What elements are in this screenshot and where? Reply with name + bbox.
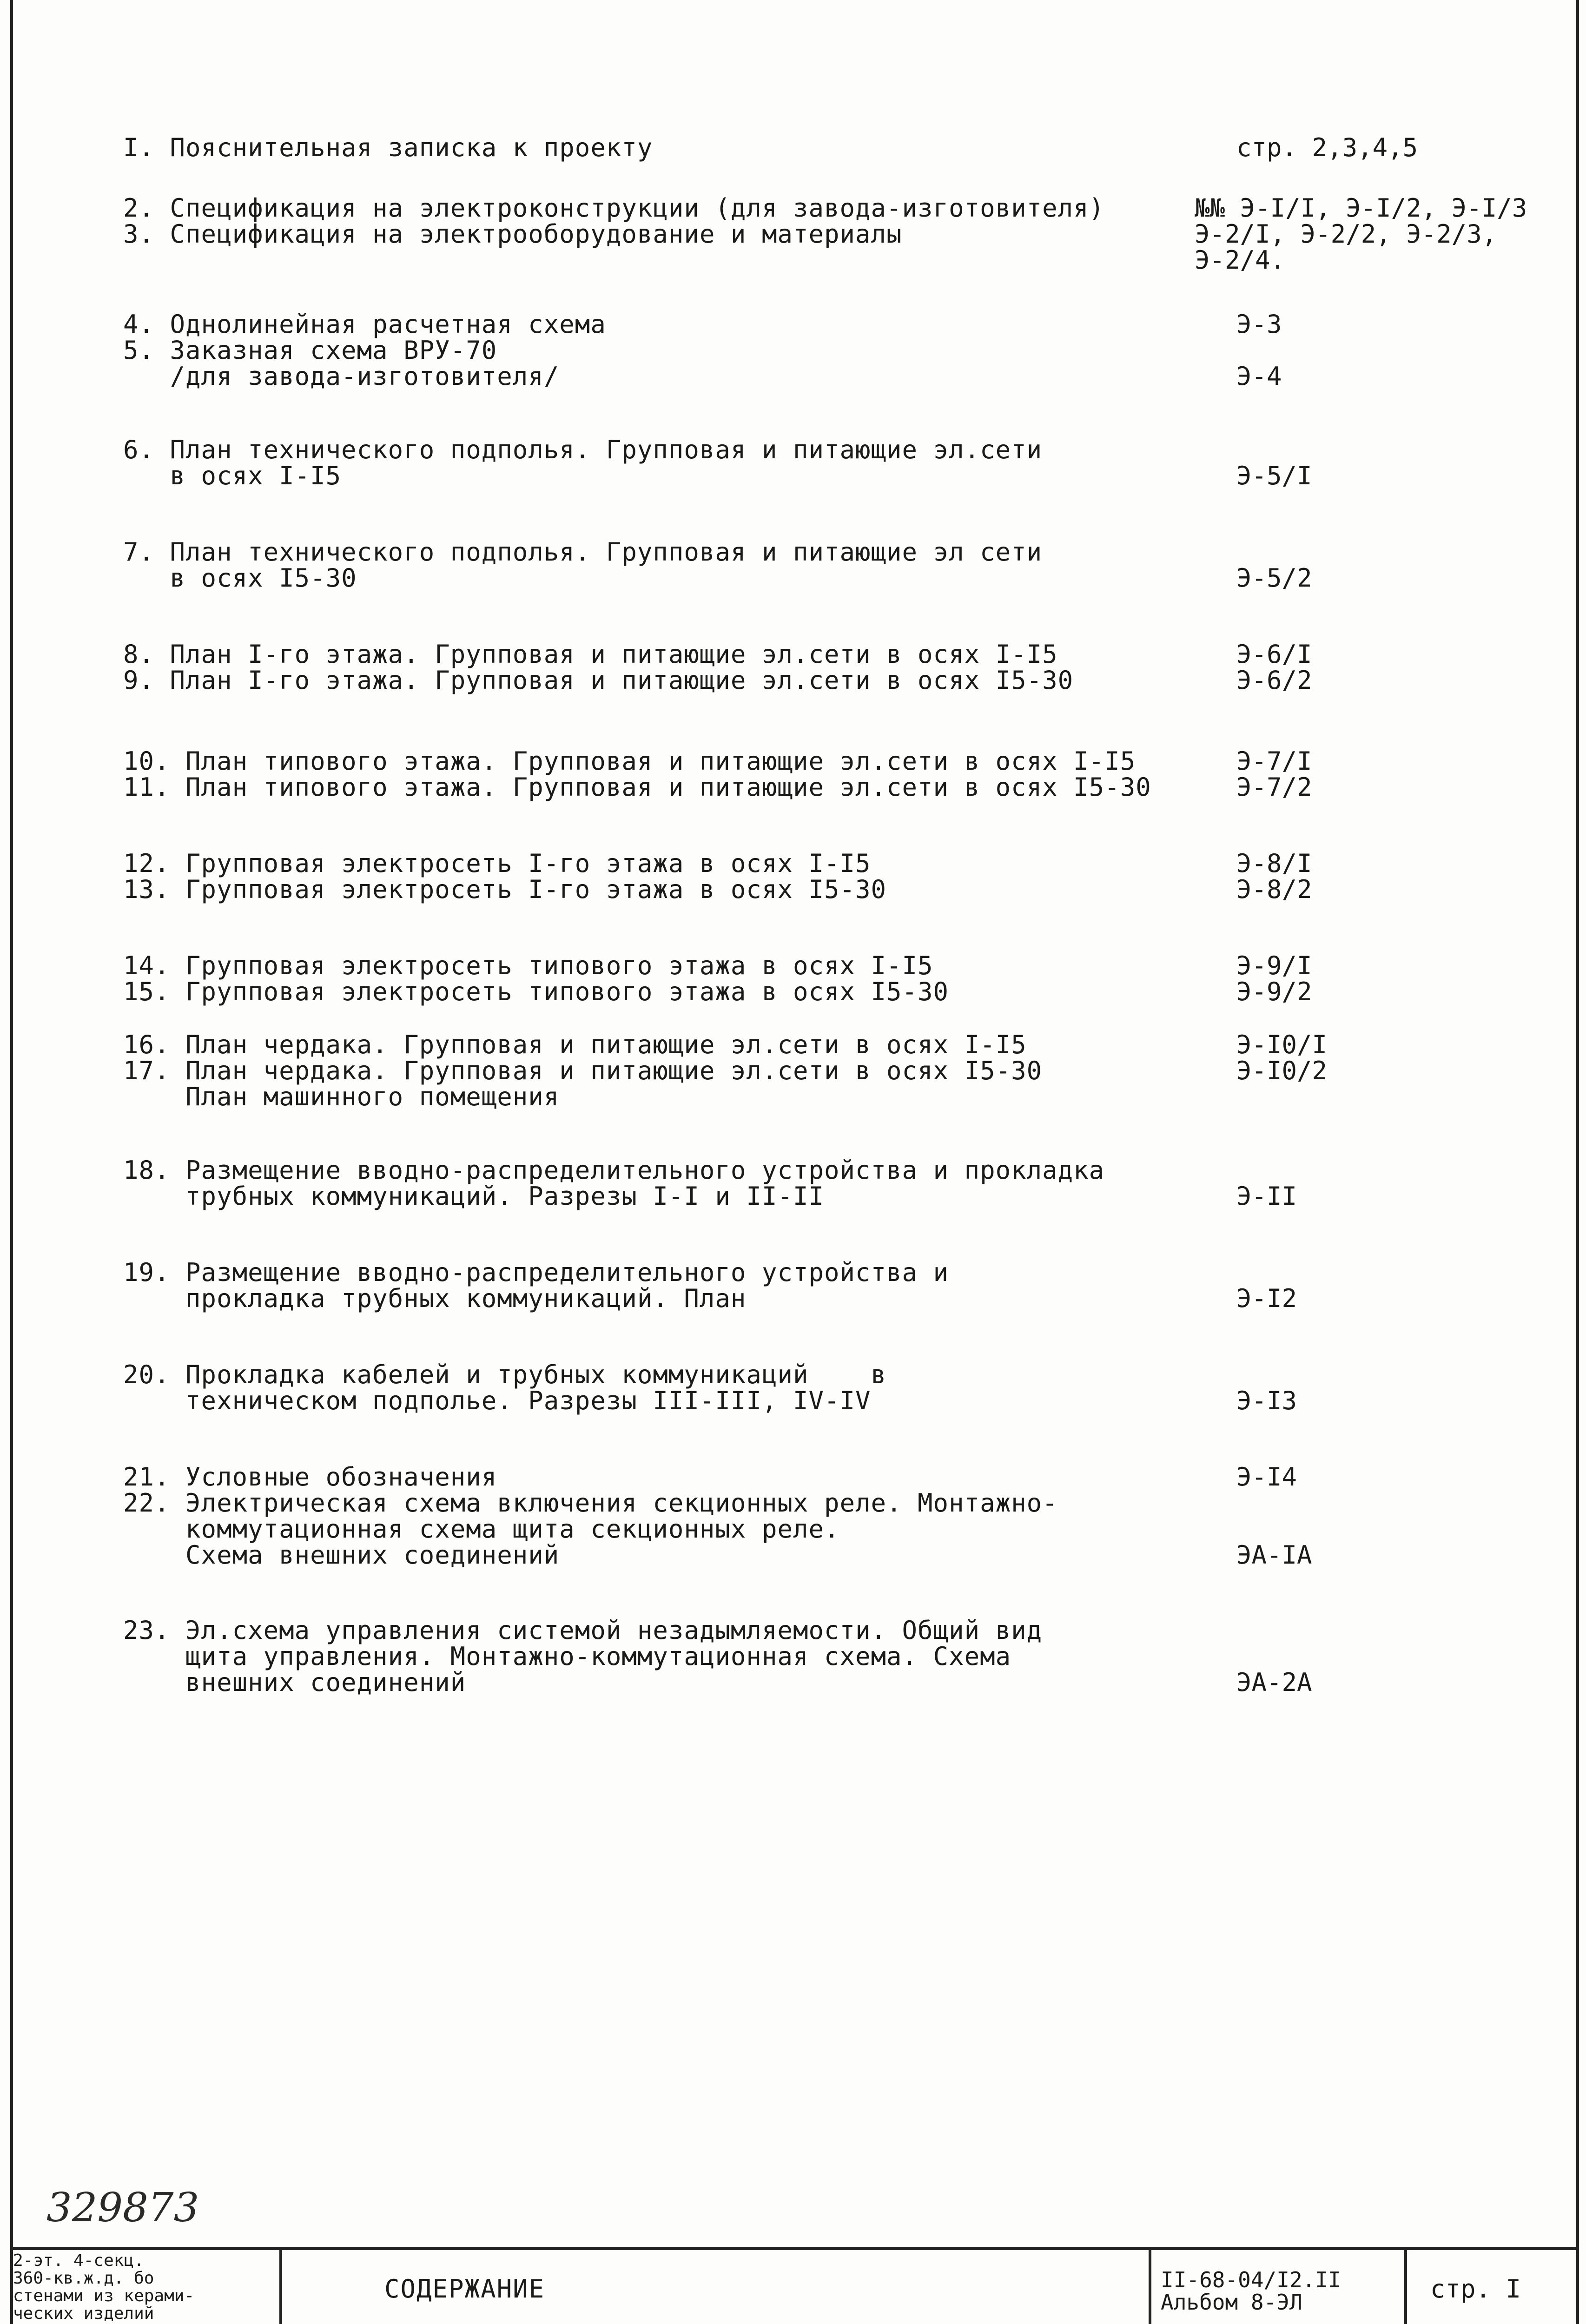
handwritten-number: 329873	[46, 2185, 199, 2231]
entry-line: щита управления. Монтажно-коммутационная схема. Схема	[123, 1642, 1011, 1671]
sheet-code: Э-6/I Э-6/2	[1236, 640, 1312, 695]
contents-entry	[123, 641, 1073, 693]
entry-line: внешних соединений	[123, 1668, 466, 1697]
sheet-code: Э-II	[1236, 1182, 1297, 1211]
entry-line: 13. Групповая электросеть I-го этажа в осях I5-30	[123, 875, 887, 904]
sheet-code: Э-9/I Э-9/2	[1236, 951, 1312, 1006]
entry-line: коммутационная схема щита секционных реле.	[123, 1514, 840, 1544]
entry-line: в осях I5-30	[123, 563, 357, 593]
entry-line: 10. План типового этажа. Групповая и питающие эл.сети в осях I-I5	[123, 746, 1136, 776]
sheet-code: Э-5/2	[1236, 563, 1312, 593]
contents-entry	[123, 135, 653, 161]
contents-entry	[123, 748, 1151, 800]
title-block	[10, 2247, 1579, 2324]
entry-line: План машинного помещения	[123, 1082, 560, 1111]
entry-line: 21. Условные обозначения	[123, 1462, 497, 1492]
stamp-doc-code-cell	[1151, 2250, 1407, 2324]
contents-entry	[123, 1032, 1042, 1110]
contents-entry	[123, 851, 886, 903]
stamp-page: стр. I	[1430, 2274, 1521, 2304]
contents-entry	[123, 1464, 1058, 1568]
contents-entry	[123, 539, 1042, 591]
entry-line: 11. План типового этажа. Групповая и питающие эл.сети в осях I5-30	[123, 772, 1151, 802]
sheet-code: стр. 2,3,4,5	[1236, 133, 1418, 162]
entry-line: 15. Групповая электросеть типового этажа в осях I5-30	[123, 977, 949, 1006]
stamp-left-note: 2-эт. 4-секц. 360-кв.ж.д. бо стенами из керами- ческих изделий	[13, 2251, 195, 2323]
entry-line: 6. План технического подполья. Групповая и питающие эл.сети	[123, 435, 1043, 464]
sheet-code: Э-3 Э-4	[1236, 310, 1282, 391]
entry-line: 12. Групповая электросеть I-го этажа в осях I-I5	[123, 849, 871, 878]
entry-line: 14. Групповая электросеть типового этажа в осях I-I5	[123, 951, 933, 980]
entry-line: Схема внешних соединений	[123, 1540, 560, 1570]
sheet-code: Э-8/I Э-8/2	[1236, 849, 1312, 904]
contents-entry	[123, 311, 606, 390]
contents-entry	[123, 953, 949, 1005]
entry-line: 8. План I-го этажа. Групповая и питающие эл.сети в осях I-I5	[123, 640, 1058, 669]
sheet-code: Э-I0/I Э-I0/2	[1236, 1030, 1328, 1085]
entry-line: 2. Спецификация на электроконструкции (для завода-изготовителя)	[123, 193, 1105, 223]
entry-line: 7. План технического подполья. Групповая и питающие эл сети	[123, 537, 1043, 567]
entry-line: 22. Электрическая схема включения секционных реле. Монтажно-	[123, 1488, 1058, 1518]
entry-line: 4. Однолинейная расчетная схема	[123, 310, 606, 339]
stamp-left-note-cell	[10, 2250, 282, 2324]
entry-line: в осях I-I5	[123, 461, 342, 490]
contents-entry	[123, 1260, 949, 1312]
entry-line: 16. План чердака. Групповая и питающие эл.сети в осях I-I5	[123, 1030, 1027, 1059]
sheet-code: Э-I4 ЭА-IА	[1236, 1462, 1312, 1570]
entry-line: прокладка трубных коммуникаций. План	[123, 1284, 747, 1313]
contents-entry	[123, 437, 1042, 489]
contents-entry	[123, 1618, 1042, 1696]
sheet-code: Э-I3	[1236, 1386, 1297, 1415]
entry-line: трубных коммуникаций. Разрезы I-I и II-II	[123, 1182, 824, 1211]
stamp-title-cell	[282, 2250, 1151, 2324]
entry-line: 3. Спецификация на электрооборудование и материалы	[123, 219, 902, 249]
stamp-page-cell	[1407, 2250, 1576, 2324]
entry-line: 23. Эл.схема управления системой незадымляемости. Общий вид	[123, 1616, 1043, 1645]
sheet-code: Э-5/I	[1236, 461, 1312, 490]
entry-line: I. Пояснительная записка к проекту	[123, 133, 653, 162]
entry-line: 17. План чердака. Групповая и питающие эл.сети в осях I5-30	[123, 1056, 1043, 1085]
entry-line: 9. План I-го этажа. Групповая и питающие эл.сети в осях I5-30	[123, 666, 1074, 695]
sheet-code: ЭА-2А	[1236, 1668, 1312, 1697]
entry-line: 20. Прокладка кабелей и трубных коммуникаций в	[123, 1360, 887, 1389]
sheet-code: Э-I2	[1236, 1284, 1297, 1313]
stamp-doc-code: II-68-04/I2.II Альбом 8-ЭЛ	[1161, 2267, 1341, 2315]
entry-line: 19. Размещение вводно-распределительного устройства и	[123, 1258, 949, 1287]
contents-entry	[123, 1362, 886, 1414]
entry-line: техническом подполье. Разрезы III-III, IV-IV	[123, 1386, 871, 1415]
entry-line: 5. Заказная схема ВРУ-70	[123, 336, 497, 365]
entry-line: /для завода-изготовителя/	[123, 362, 560, 391]
sheet-code: Э-7/I Э-7/2	[1236, 746, 1312, 802]
sheet-code: №№ Э-I/I, Э-I/2, Э-I/3 Э-2/I, Э-2/2, Э-2/3, Э-2/4.	[1195, 193, 1527, 275]
contents-entry	[123, 195, 1104, 247]
entry-line: 18. Размещение вводно-распределительного устройства и прокладка	[123, 1155, 1105, 1185]
stamp-title: СОДЕРЖАНИЕ	[384, 2274, 545, 2304]
contents-entry	[123, 1157, 1104, 1209]
